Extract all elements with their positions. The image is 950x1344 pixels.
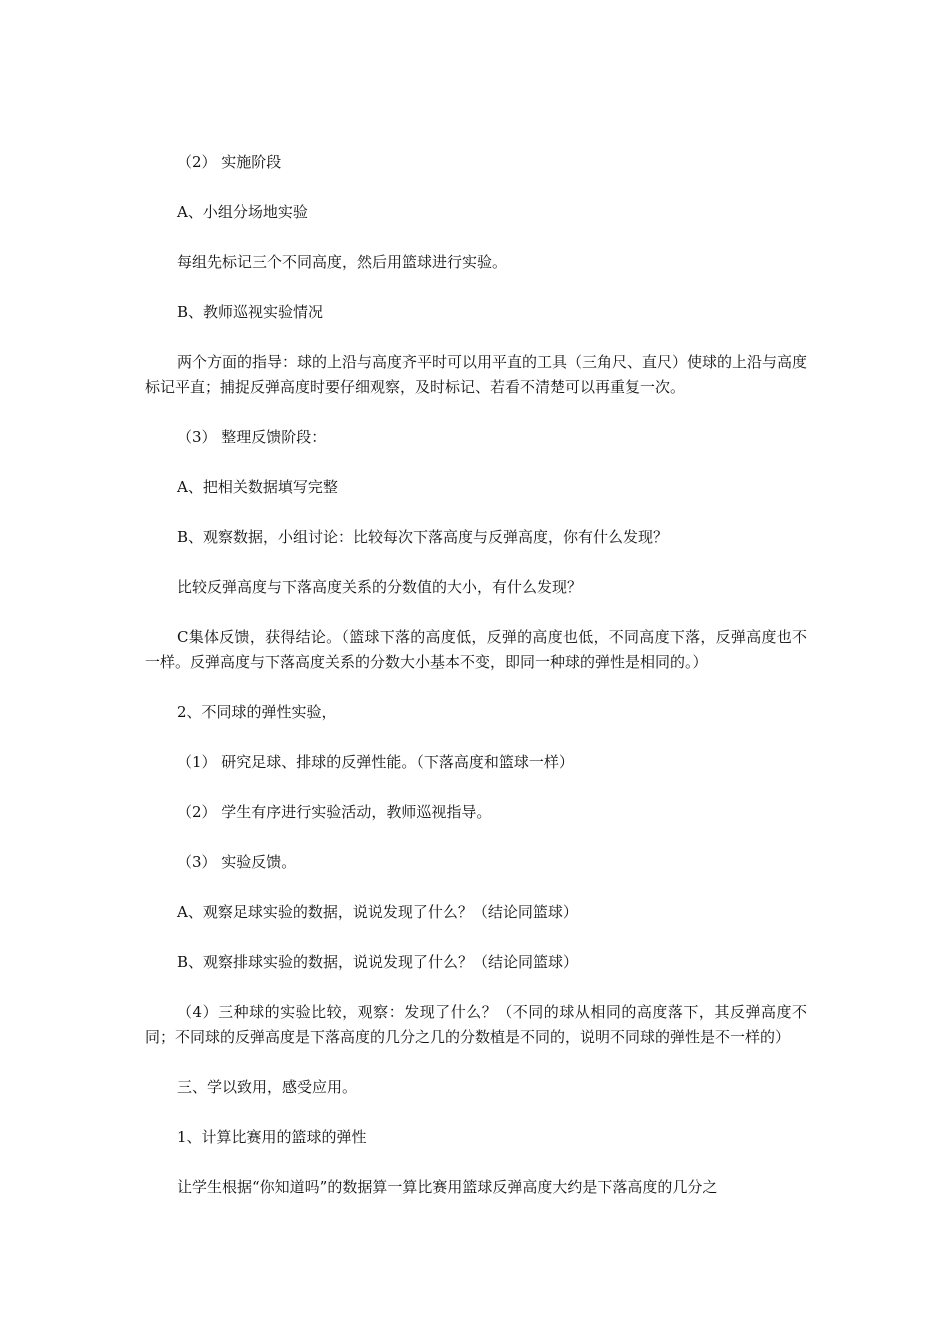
paragraph-mark-heights: 每组先标记三个不同高度，然后用篮球进行实验。: [177, 253, 508, 271]
paragraph-compare-fractions: 比较反弹高度与下落高度关系的分数值的大小，有什么发现？: [177, 578, 583, 596]
paragraph-guidance: 两个方面的指导：球的上沿与高度齐平时可以用平直的工具（三角尺、直尺）使球的上沿与高度标记平直；捕捉反弹高度时要仔细观察，及时标记、若看不清楚可以再重复一次。: [145, 353, 808, 396]
paragraph-did-you-know: 让学生根据“你知道吗”的数据算一算比赛用篮球反弹高度大约是下落高度的几分之: [177, 1178, 718, 1196]
paragraph-feedback-stage: （3） 整理反馈阶段：: [177, 428, 327, 446]
document-body: [145, 150, 807, 1225]
paragraph-calc-basketball: 1、计算比赛用的篮球的弹性: [177, 1128, 367, 1146]
paragraph-different-balls: 2、不同球的弹性实验，: [177, 703, 337, 721]
paragraph-observe-discuss: B、观察数据，小组讨论：比较每次下落高度与反弹高度，你有什么发现？: [177, 528, 669, 546]
paragraph-orderly-experiment: （2） 学生有序进行实验活动，教师巡视指导。: [177, 803, 492, 821]
paragraph-football-data: A、观察足球实验的数据，说说发现了什么？（结论同篮球）: [177, 903, 578, 921]
paragraph-fill-data: A、把相关数据填写完整: [177, 478, 338, 496]
paragraph-volleyball-data: B、观察排球实验的数据，说说发现了什么？（结论同篮球）: [177, 953, 579, 971]
paragraph-study-football-volleyball: （1） 研究足球、排球的反弹性能。（下落高度和篮球一样）: [177, 753, 574, 771]
paragraph-teacher-patrol: B、教师巡视实验情况: [177, 303, 324, 321]
paragraph-group-experiment: A、小组分场地实验: [177, 203, 308, 221]
paragraph-implementation-stage: （2） 实施阶段: [177, 153, 282, 171]
paragraph-section-three: 三、学以致用，感受应用。: [177, 1078, 358, 1096]
paragraph-collective-feedback: C集体反馈，获得结论。（篮球下落的高度低，反弹的高度也低，不同高度下落，反弹高度也不一样。反弹高度与下落高度关系的分数大小基本不变，即同一种球的弹性是相同的。）: [145, 628, 807, 671]
paragraph-three-balls-compare: （4）三种球的实验比较，观察：发现了什么？（不同的球从相同的高度落下，其反弹高度不同；不同球的反弹高度是下落高度的几分之几的分数植是不同的，说明不同球的弹性是不一样的）: [145, 1003, 807, 1046]
paragraph-experiment-feedback: （3） 实验反馈。: [177, 853, 297, 871]
